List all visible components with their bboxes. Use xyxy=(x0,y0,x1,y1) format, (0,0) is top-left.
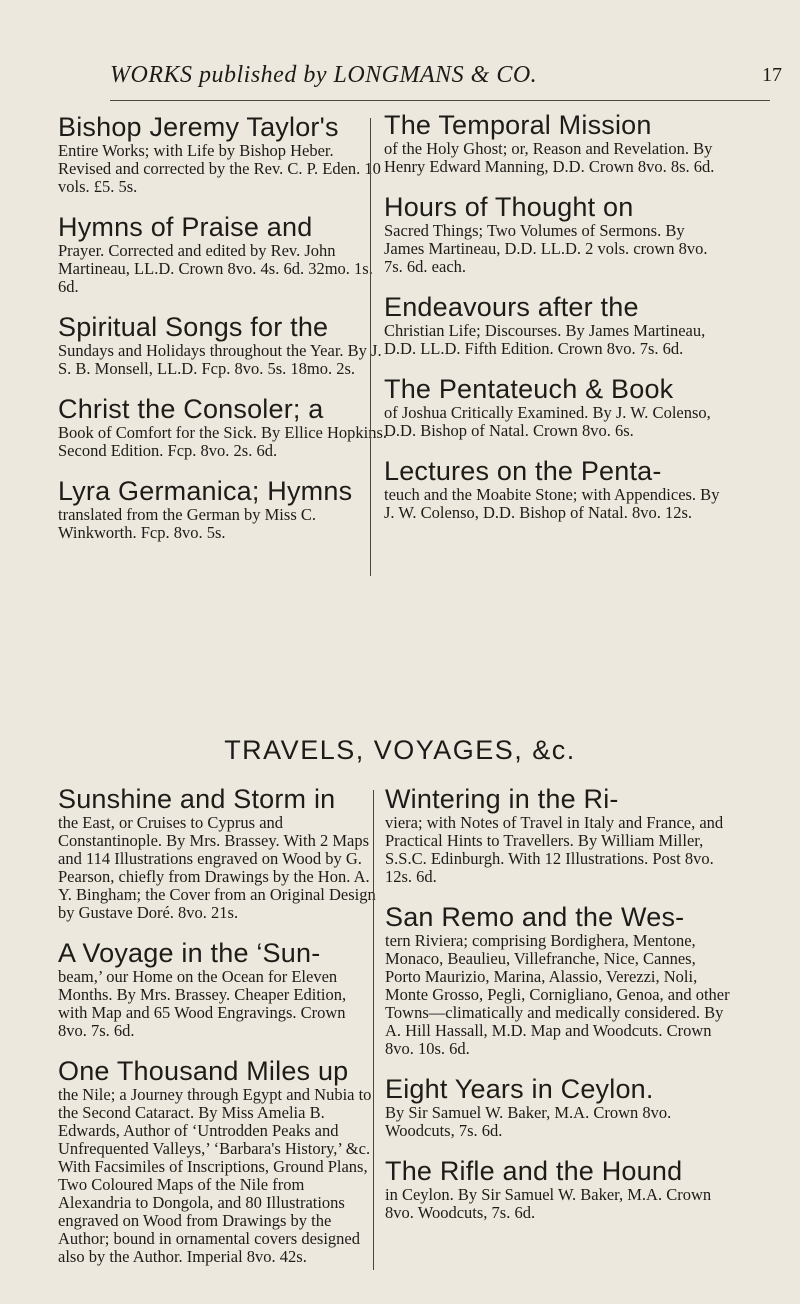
entry-heading: Bishop Jeremy Taylor's xyxy=(58,112,339,142)
book-entry xyxy=(58,1056,376,1266)
entry-description: of the Holy Ghost; or, Reason and Revelation. By Henry Edward Manning, D.D. Crown 8vo. 8s. 6d. xyxy=(384,139,715,176)
entry-heading: The Rifle and the Hound xyxy=(385,1156,683,1186)
entry-description: beam,’ our Home on the Ocean for Eleven Months. By Mrs. Brassey. Cheaper Edition, with Map and 65 Wood Engravings. Crown 8vo. 7s. 6d. xyxy=(58,967,347,1040)
column-divider-top xyxy=(370,118,371,576)
page-header xyxy=(110,62,800,102)
entry-description: By Sir Samuel W. Baker, M.A. Crown 8vo. Woodcuts, 7s. 6d. xyxy=(385,1103,672,1140)
section-title: TRAVELS, VOYAGES, &c. xyxy=(224,735,576,765)
entry-heading: San Remo and the Wes- xyxy=(385,902,685,932)
book-entry xyxy=(384,192,729,276)
column-divider-bottom xyxy=(373,790,374,1270)
entry-description: the Nile; a Journey through Egypt and Nubia to the Second Cataract. By Miss Amelia B. Edwards, Author of ‘Untrodden Peaks and Unfrequented Valleys,’ ‘Barbara's History,’ &c. With Facsimiles of Inscriptions, Ground Plans, Two Coloured Maps of the Nile from Alexandria to Dongola, and 80 Illustrations engraved on Wood from Drawings by the Author; bound in ornamental covers designed also by the Author. Imperial 8vo. 42s. xyxy=(58,1085,372,1266)
entry-heading: Spiritual Songs for the xyxy=(58,312,329,342)
entry-description: viera; with Notes of Travel in Italy and France, and Practical Hints to Travellers. By William Miller, S.S.C. Edinburgh. With 12 Illustrations. Post 8vo. 12s. 6d. xyxy=(385,813,724,886)
page-number: 17 xyxy=(762,64,782,86)
book-entry xyxy=(384,374,729,440)
book-entry xyxy=(384,292,729,358)
entry-heading: Lyra Germanica; Hymns xyxy=(58,476,353,506)
entry-description: translated from the German by Miss C. Winkworth. Fcp. 8vo. 5s. xyxy=(58,505,316,542)
column-top-right xyxy=(384,110,729,538)
entry-heading: Lectures on the Penta- xyxy=(384,456,662,486)
book-entry xyxy=(384,456,729,522)
entry-description: tern Riviera; comprising Bordighera, Mentone, Monaco, Beaulieu, Villefranche, Nice, Cannes, Porto Maurizio, Marina, Alassio, Verezzi, Noli, Monte Grosso, Pegli, Cornigliano, Genoa, and other Towns—climatically and medically considered. By A. Hill Hassall, M.D. Map and Woodcuts. Crown 8vo. 10s. 6d. xyxy=(385,931,730,1058)
book-entry xyxy=(384,110,729,176)
entry-heading: Sunshine and Storm in xyxy=(58,784,336,814)
entry-heading: Eight Years in Ceylon. xyxy=(385,1074,654,1104)
book-entry xyxy=(385,1074,730,1140)
entry-description: Sundays and Holidays throughout the Year. By J. S. B. Monsell, LL.D. Fcp. 8vo. 5s. 18mo. 2s. xyxy=(58,341,382,378)
entry-heading: Christ the Consoler; a xyxy=(58,394,324,424)
book-entry xyxy=(385,1156,730,1222)
entry-heading: Wintering in the Ri- xyxy=(385,784,619,814)
book-entry xyxy=(58,212,388,296)
entry-description: in Ceylon. By Sir Samuel W. Baker, M.A. Crown 8vo. Woodcuts, 7s. 6d. xyxy=(385,1185,712,1222)
header-rule xyxy=(110,100,770,101)
entry-heading: One Thousand Miles up xyxy=(58,1056,349,1086)
column-bottom-right xyxy=(385,784,730,1238)
column-bottom-left xyxy=(58,784,376,1282)
entry-heading: A Voyage in the ‘Sun- xyxy=(58,938,321,968)
book-entry xyxy=(58,476,388,542)
book-entry xyxy=(58,112,388,196)
book-entry xyxy=(58,312,388,378)
book-entry xyxy=(58,784,376,922)
entry-heading: The Pentateuch & Book xyxy=(384,374,674,404)
book-entry xyxy=(385,902,730,1058)
entry-heading: Hours of Thought on xyxy=(384,192,634,222)
running-title: WORKS published by LONGMANS & CO. xyxy=(110,62,538,88)
book-entry xyxy=(58,394,388,460)
book-entry xyxy=(58,938,376,1040)
entry-description: Christian Life; Discourses. By James Martineau, D.D. LL.D. Fifth Edition. Crown 8vo. 7s. 6d. xyxy=(384,321,706,358)
entry-heading: The Temporal Mission xyxy=(384,110,652,140)
entry-description: Entire Works; with Life by Bishop Heber. Revised and corrected by the Rev. C. P. Eden. 10 vols. £5. 5s. xyxy=(58,141,381,196)
entry-description: the East, or Cruises to Cyprus and Constantinople. By Mrs. Brassey. With 2 Maps and 114 Illustrations engraved on Wood by G. Pearson, chiefly from Drawings by the Hon. A. Y. Bingham; the Cover from an Original Design by Gustave Doré. 8vo. 21s. xyxy=(58,813,376,922)
book-entry xyxy=(385,784,730,886)
entry-description: Sacred Things; Two Volumes of Sermons. By James Martineau, D.D. LL.D. 2 vols. crown 8vo. 7s. 6d. each. xyxy=(384,221,708,276)
entry-description: Prayer. Corrected and edited by Rev. John Martineau, LL.D. Crown 8vo. 4s. 6d. 32mo. 1s. 6d. xyxy=(58,241,373,296)
entry-description: teuch and the Moabite Stone; with Appendices. By J. W. Colenso, D.D. Bishop of Natal. 8vo. 12s. xyxy=(384,485,720,522)
entry-description: Book of Comfort for the Sick. By Ellice Hopkins. Second Edition. Fcp. 8vo. 2s. 6d. xyxy=(58,423,388,460)
entry-description: of Joshua Critically Examined. By J. W. Colenso, D.D. Bishop of Natal. Crown 8vo. 6s. xyxy=(384,403,711,440)
column-top-left xyxy=(58,112,388,558)
entry-heading: Hymns of Praise and xyxy=(58,212,313,242)
entry-heading: Endeavours after the xyxy=(384,292,639,322)
